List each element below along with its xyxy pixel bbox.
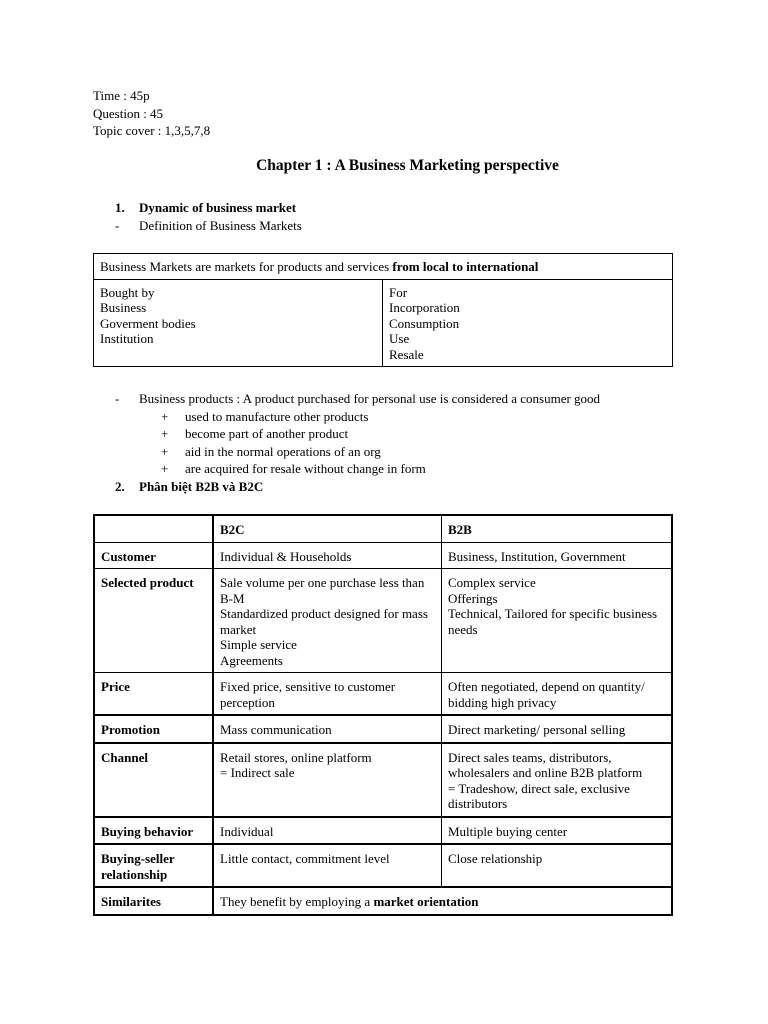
comparison-header-row [94, 515, 672, 542]
definition-header-bold: from local to international [392, 259, 539, 274]
table-row [94, 715, 672, 743]
cell-line: Often negotiated, depend on quantity/ bidding high privacy [448, 679, 645, 710]
header-cell-b2c: B2C [213, 515, 442, 542]
b2b-cell [442, 817, 673, 845]
b2c-cell [213, 844, 442, 887]
list-item-text: aid in the normal operations of an org [185, 443, 381, 459]
row-label: Similarites [94, 887, 213, 915]
b2b-cell [442, 844, 673, 887]
definition-header-row [94, 254, 673, 280]
definition-header-cell [94, 254, 673, 280]
similarities-cell [213, 887, 672, 915]
definition-left-line: Bought by [100, 284, 155, 300]
chapter-title: Chapter 1 : A Business Marketing perspective [256, 157, 559, 174]
comparison-table [93, 514, 673, 916]
definition-right-line: Consumption [389, 315, 460, 331]
b2b-cell [442, 743, 673, 817]
section-2-heading [115, 478, 600, 496]
definition-right-line: Incorporation [389, 300, 460, 315]
table-row [94, 542, 672, 569]
row-label: Promotion [94, 715, 213, 743]
section-1 [115, 199, 302, 234]
definition-right-line: Resale [389, 346, 424, 362]
section-1-sub-text: Definition of Business Markets [139, 217, 302, 233]
plus-marker: + [161, 426, 169, 441]
plus-marker: + [161, 443, 169, 459]
section-2-title: Phân biệt B2B và B2C [139, 478, 264, 494]
definition-left-cell [94, 279, 383, 367]
similarities-text: They benefit by employing a [220, 894, 374, 909]
plus-marker: + [161, 408, 169, 424]
section-1-sub [115, 217, 302, 235]
business-products-text: Business products : A product purchased for personal use is considered a consumer good [139, 391, 601, 406]
definition-table [93, 253, 673, 367]
cell-line: Technical, Tailored for specific business needs [448, 606, 658, 637]
row-label: Buying-seller relationship [94, 844, 213, 887]
definition-right-line: Use [389, 331, 410, 346]
row-label: Price [94, 673, 213, 716]
dash-marker: - [115, 217, 120, 233]
dash-marker: - [115, 391, 120, 406]
cell-line: Complex service [448, 575, 536, 590]
list-item [115, 408, 600, 426]
b2c-cell [213, 673, 442, 716]
topic-line: Topic cover : 1,3,5,7,8 [93, 123, 211, 138]
time-line: Time : 45p [93, 88, 150, 103]
b2b-cell [442, 673, 673, 716]
definition-left-line: Business [100, 300, 147, 315]
cell-line: = Indirect sale [220, 765, 295, 780]
table-row [94, 673, 672, 716]
cell-line: Close relationship [448, 851, 543, 866]
table-row [94, 743, 672, 817]
cell-line: Direct marketing/ personal selling [448, 722, 626, 737]
cell-line: Little contact, commitment level [220, 851, 390, 866]
cell-line: Sale volume per one purchase less than B-M [220, 575, 425, 606]
business-products-list [115, 390, 600, 495]
cell-line: Offerings [448, 590, 498, 606]
business-products-item [115, 390, 600, 408]
cell-line: Retail stores, online platform [220, 749, 372, 765]
row-label: Buying behavior [94, 817, 213, 845]
definition-left-line: Institution [100, 331, 154, 346]
b2c-cell [213, 817, 442, 845]
row-label: Selected product [94, 569, 213, 673]
definition-left-line: Goverment bodies [100, 315, 196, 331]
similarities-bold: market orientation [373, 894, 479, 909]
b2c-cell [213, 743, 442, 817]
list-item [115, 425, 600, 443]
list-item-text: become part of another product [185, 426, 349, 441]
table-row [94, 817, 672, 845]
list-item-text: used to manufacture other products [185, 408, 369, 424]
definition-header-text: Business Markets are markets for products and services [100, 259, 393, 274]
header-info [93, 87, 210, 140]
similarities-row [94, 887, 672, 915]
section-2-number: 2. [115, 478, 125, 494]
list-item [115, 443, 600, 461]
plus-marker: + [161, 461, 169, 476]
cell-line: Simple service [220, 637, 297, 652]
table-row [94, 844, 672, 887]
b2c-cell [213, 542, 442, 569]
list-item [115, 460, 600, 478]
b2b-cell [442, 715, 673, 743]
cell-line: Fixed price, sensitive to customer perception [220, 679, 396, 710]
cell-line: Business, Institution, Government [448, 548, 626, 564]
definition-right-cell [383, 279, 673, 367]
cell-line: Multiple buying center [448, 823, 568, 839]
section-1-number: 1. [115, 200, 125, 215]
section-1-heading [115, 199, 302, 217]
row-label: Customer [94, 542, 213, 569]
table-row [94, 569, 672, 673]
header-cell-b2b: B2B [442, 515, 673, 542]
cell-line: Direct sales teams, distributors, wholesalers and online B2B platform [448, 749, 643, 780]
header-cell-empty [94, 515, 213, 542]
cell-line: Standardized product designed for mass market [220, 606, 428, 637]
question-line: Question : 45 [93, 105, 164, 121]
section-1-title: Dynamic of business market [139, 200, 297, 215]
definition-right-line: For [389, 284, 408, 300]
b2b-cell [442, 542, 673, 569]
cell-line: Individual [220, 823, 274, 839]
cell-line: = Tradeshow, direct sale, exclusive distributors [448, 780, 630, 811]
row-label: Channel [94, 743, 213, 817]
cell-line: Agreements [220, 652, 283, 668]
b2c-cell [213, 569, 442, 673]
cell-line: Individual & Households [220, 548, 352, 564]
definition-body-row [94, 279, 673, 367]
b2c-cell [213, 715, 442, 743]
b2b-cell [442, 569, 673, 673]
list-item-text: are acquired for resale without change in form [185, 461, 426, 476]
cell-line: Mass communication [220, 722, 332, 737]
